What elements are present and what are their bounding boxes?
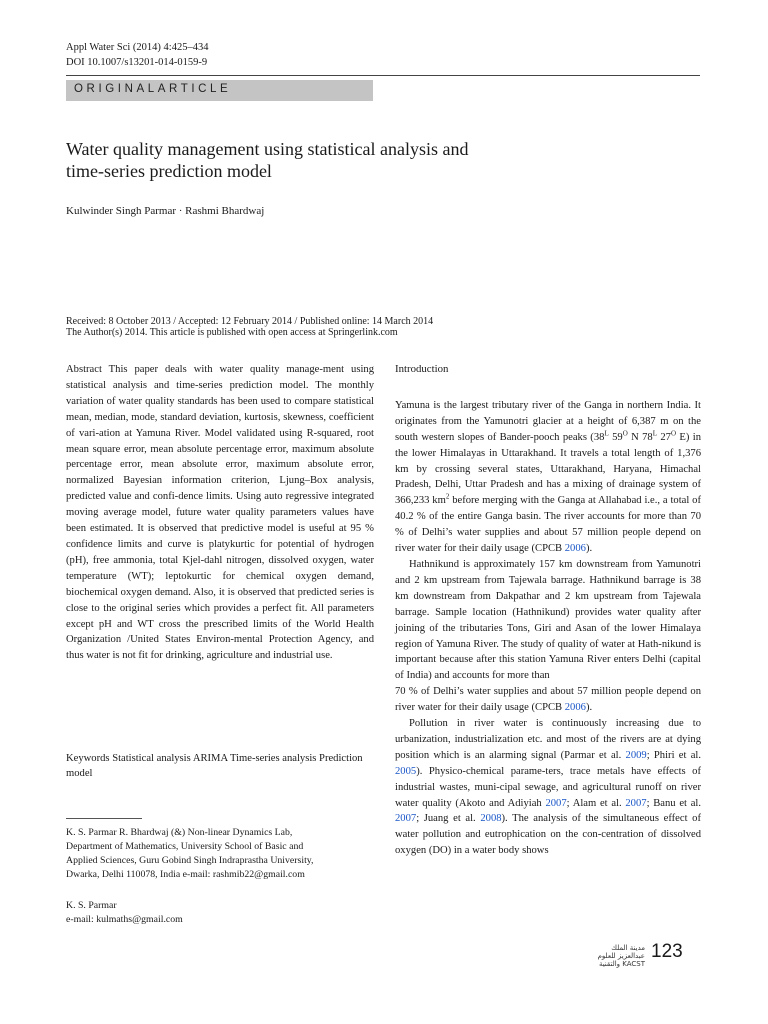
journal-header (66, 40, 208, 70)
citation-link[interactable]: 2005 (395, 765, 417, 777)
intro-paragraph-4: Pollution in river water is continuously increasing due to urbanization, industrialization etc. and most of the rivers are at dying position which is an alarming signal (Parmar et al. 2009; Phiri et al. 2005). Physico-chemical parame-ters, trace metals have effects of industrial wastes, muni-cipal sewage, and agricultural runoff on river water quality (Akoto and Adiyiah 2007; Alam et al. 2007; Banu et al. 2007; Juang et al. 2008). The analysis of the simultaneous effect of water pollution and eutrophication on the con-centration of dissolved oxygen (DO) in a water body shows (395, 718, 701, 857)
article-type-label: ORIGINALARTICLE (74, 83, 232, 95)
email-line: e-mail: kulmaths@gmail.com (66, 914, 183, 925)
introduction-section (395, 362, 701, 859)
affiliation-line: Department of Mathematics, University School of Basic and (66, 841, 304, 852)
title-line-2: time-series prediction model (66, 161, 272, 181)
page-number: 123 (651, 941, 683, 962)
citation-link[interactable]: 2007 (395, 813, 417, 825)
citation-link[interactable]: 2006 (564, 702, 586, 714)
section-heading: Introduction (395, 363, 449, 375)
keywords: Keywords Statistical analysis ARIMA Time-series analysis Prediction model (66, 753, 363, 779)
authors: Kulwinder Singh Parmar · Rashmi Bhardwaj (66, 205, 265, 217)
affiliation-line: Dwarka, Delhi 110078, India e-mail: rashmib22@gmail.com (66, 869, 305, 880)
citation-link[interactable]: 2007 (545, 797, 567, 809)
affiliation-line: K. S. Parmar (66, 900, 117, 911)
affiliation-rule (66, 818, 142, 819)
title-line-1: Water quality management using statistical analysis and (66, 139, 469, 159)
citation-link[interactable]: 2009 (625, 749, 647, 761)
affiliation-block-2 (66, 899, 366, 927)
license-line: The Author(s) 2014. This article is published with open access at Springerlink.com (66, 327, 398, 338)
article-type-banner (66, 80, 373, 101)
affiliation-line: K. S. Parmar R. Bhardwaj (&) Non-linear Dynamics Lab, (66, 827, 293, 838)
citation-link[interactable]: 2006 (564, 543, 586, 555)
citation-link[interactable]: 2008 (480, 813, 502, 825)
intro-paragraph-2: Hathnikund is approximately 157 km downstream from Yamunotri and 2 km upstream from Tajewala barrage. Hathnikund barrage is 38 km downstream from Dakpathar and 2 km upstream from Tajewala barrage. Sample location (Hathnikund) provides water quality after joining of the tributaries Tons, Giri and Asan of the lower Himalaya region of Yamuna River. The study of quality of water at Hath-nikund is important because after this station Yamuna River enters Delhi (capital of India) and accounts for more than (395, 558, 701, 682)
abstract: Abstract This paper deals with water quality manage-ment using statistical analysis and time-series prediction model. The monthly variation of water quality standards has been used to compare statistical mean, median, mode, standard deviation, kurtosis, skewness, coefficient of vari-ation at Yamuna River. Model validated using R-squared, root mean square error, mean absolute percentage error, maximum absolute percentage error, mean absolute error, maximum absolute error, normalized Bayesian information criterion, Ljung–Box analysis, predicted value and confi-dence limits. Using auto regressive integrated moving average model, future water quality parameters values have been estimated. It is observed that predictive model is useful at 95 % confidence limits and curve is platykurtic for potential of hydrogen (pH), free ammonia, total Kjel-dahl nitrogen, dissolved oxygen, water temperature (WT); leptokurtic for chemical oxygen demand, biochemical oxygen demand. Also, it is observed that predicted series is close to the original series which provides a perfect fit. All parameters except pH and WT cross the prescribed limits of the World Health Organization /United States Environ-mental Protection Agency, and thus water is not fit for drinking, agriculture and industrial use. (66, 364, 374, 662)
received-dates: Received: 8 October 2013 / Accepted: 12 February 2014 / Published online: 14 March 2014 (66, 316, 434, 327)
intro-paragraph-1: Yamuna is the largest tributary river of the Ganga in northern India. It originates from the Yamunotri glacier at a height of 6,387 m on the south western slopes of Bander-pooch peaks ($38^L$ $59^O$ N $78^L$ $27^O$ E) in the lower Himalayas in Uttarakhand. It travels a total length of 1,376 km by crossing several states, Uttarakhand, Haryana, Himachal Pradesh, Delhi, Uttar Pradesh and has a mixing of drainage system of 366,233 $km^2$ before merging with the Ganga at Allahabad i.e., a total of 40.2 % of the entire Ganga basin. The river accounts for more than 70 % of Delhi’s water supplies and about 57 million people depend on river water for their daily usage (CPCB 2006). (395, 399, 702, 555)
publisher-logo: مدينة الملك عبدالعزيز للعلوم والتقنية KACST (597, 944, 645, 968)
affiliation-block (66, 826, 366, 882)
publication-history (66, 316, 706, 338)
affiliation-line: Applied Sciences, Guru Gobind Singh Indraprastha University, (66, 855, 314, 866)
header-rule (66, 75, 700, 76)
intro-paragraph-3: 70 % of Delhi’s water supplies and about 57 million people depend on river water for their daily usage (CPCB 2006). (395, 686, 701, 714)
doi: DOI 10.1007/s13201-014-0159-9 (66, 57, 208, 68)
citation-link[interactable]: 2007 (625, 797, 647, 809)
journal-citation: Appl Water Sci (2014) 4:425–434 (66, 42, 209, 53)
paper-title (66, 138, 586, 182)
